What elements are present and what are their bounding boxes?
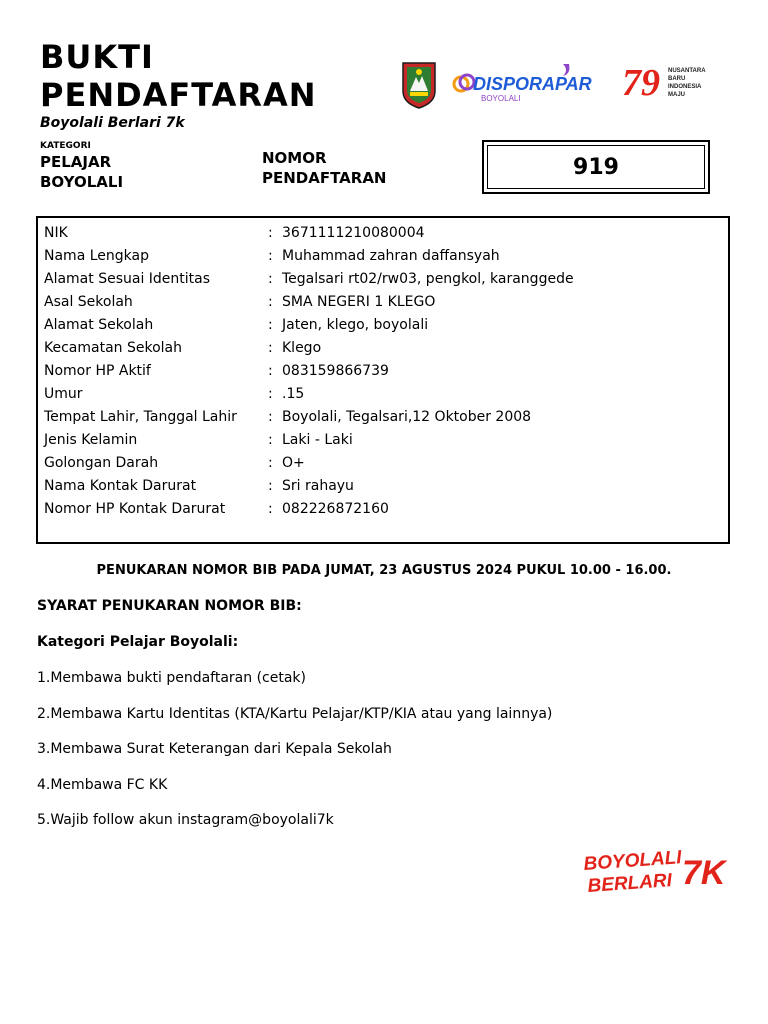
disporapar-logo bbox=[451, 60, 607, 108]
detail-row bbox=[44, 498, 714, 520]
detail-row bbox=[44, 406, 714, 428]
detail-colon: : bbox=[268, 386, 273, 402]
detail-label: NIK bbox=[44, 225, 68, 241]
detail-colon: : bbox=[268, 294, 273, 310]
bib-pickup-notice: PENUKARAN NOMOR BIB PADA JUMAT, 23 AGUSTUS 2024 PUKUL 10.00 - 16.00. bbox=[96, 563, 672, 578]
detail-row bbox=[44, 452, 714, 474]
nomor-label-line-2: PENDAFTARAN bbox=[262, 169, 387, 187]
detail-label: Nomor HP Kontak Darurat bbox=[44, 501, 226, 517]
event-logo-7k: 7K bbox=[682, 854, 726, 892]
detail-colon: : bbox=[268, 455, 273, 471]
detail-value: O+ bbox=[282, 455, 305, 471]
detail-label: Kecamatan Sekolah bbox=[44, 340, 182, 356]
detail-label: Asal Sekolah bbox=[44, 294, 133, 310]
anniversary-text-4: MAJU bbox=[668, 92, 686, 98]
anniversary-number: 79 bbox=[622, 62, 660, 102]
detail-colon: : bbox=[268, 248, 273, 264]
detail-label: Umur bbox=[44, 386, 83, 402]
detail-value: 3671111210080004 bbox=[282, 225, 425, 241]
anniversary-text-3: INDONESIA bbox=[668, 84, 702, 90]
detail-value: .15 bbox=[282, 386, 305, 402]
title-line-1: BUKTI bbox=[40, 38, 154, 76]
detail-row bbox=[44, 314, 714, 336]
detail-colon: : bbox=[268, 432, 273, 448]
disporapar-wordmark: DISPORAPAR bbox=[473, 74, 592, 94]
registration-details-box bbox=[36, 216, 730, 544]
syarat-title: SYARAT PENUKARAN NOMOR BIB: bbox=[37, 598, 302, 614]
boyolali-berlari-7k-logo bbox=[584, 846, 734, 902]
document-title bbox=[40, 38, 317, 114]
detail-value: Muhammad zahran daffansyah bbox=[282, 248, 500, 264]
requirement-item: 2.Membawa Kartu Identitas (KTA/Kartu Pelajar/KTP/KIA atau yang lainnya) bbox=[37, 705, 553, 722]
event-logo-line-2: BERLARI bbox=[586, 870, 673, 897]
hut-ri-79-logo bbox=[622, 62, 714, 106]
detail-colon: : bbox=[268, 501, 273, 517]
detail-row bbox=[44, 268, 714, 290]
detail-colon: : bbox=[268, 340, 273, 356]
detail-row bbox=[44, 475, 714, 497]
detail-colon: : bbox=[268, 225, 273, 241]
detail-row bbox=[44, 291, 714, 313]
kategori-label: KATEGORI bbox=[40, 141, 91, 151]
detail-label: Golongan Darah bbox=[44, 455, 159, 471]
detail-label: Jenis Kelamin bbox=[44, 432, 138, 448]
detail-value: Sri rahayu bbox=[282, 478, 354, 494]
nomor-pendaftaran-value: 919 bbox=[487, 145, 705, 189]
nomor-label-line-1: NOMOR bbox=[262, 149, 327, 167]
detail-label: Alamat Sesuai Identitas bbox=[44, 271, 211, 287]
detail-value: SMA NEGERI 1 KLEGO bbox=[282, 294, 436, 310]
detail-value: Tegalsari rt02/rw03, pengkol, karanggede bbox=[282, 271, 574, 287]
kategori-value-line-1: PELAJAR bbox=[40, 153, 112, 171]
disporapar-subtext: BOYOLALI bbox=[481, 94, 521, 103]
detail-row bbox=[44, 429, 714, 451]
boyolali-seal-logo bbox=[401, 61, 437, 113]
detail-label: Tempat Lahir, Tanggal Lahir bbox=[44, 409, 237, 425]
anniversary-text-2: BARU bbox=[668, 76, 686, 82]
kategori-value bbox=[40, 152, 180, 192]
kategori-value-line-2: BOYOLALI bbox=[40, 173, 124, 191]
detail-label: Nomor HP Aktif bbox=[44, 363, 151, 379]
requirement-item: 3.Membawa Surat Keterangan dari Kepala Sekolah bbox=[37, 741, 392, 757]
event-logo-line-1: BOYOLALI bbox=[584, 847, 683, 875]
detail-row bbox=[44, 245, 714, 267]
detail-label: Nama Kontak Darurat bbox=[44, 478, 197, 494]
detail-row bbox=[44, 222, 714, 244]
detail-colon: : bbox=[268, 363, 273, 379]
detail-label: Nama Lengkap bbox=[44, 248, 149, 264]
nomor-pendaftaran-box bbox=[482, 140, 710, 194]
detail-value: Jaten, klego, boyolali bbox=[282, 317, 429, 333]
detail-row bbox=[44, 360, 714, 382]
kategori-requirements-title: Kategori Pelajar Boyolali: bbox=[37, 634, 239, 650]
detail-value: Klego bbox=[282, 340, 322, 356]
detail-colon: : bbox=[268, 317, 273, 333]
detail-value: Boyolali, Tegalsari,12 Oktober 2008 bbox=[282, 409, 532, 425]
requirement-item: 1.Membawa bukti pendaftaran (cetak) bbox=[37, 670, 306, 686]
detail-colon: : bbox=[268, 409, 273, 425]
detail-colon: : bbox=[268, 478, 273, 494]
detail-row bbox=[44, 383, 714, 405]
title-line-2: PENDAFTARAN bbox=[40, 76, 317, 114]
detail-label: Alamat Sekolah bbox=[44, 317, 154, 333]
detail-colon: : bbox=[268, 271, 273, 287]
detail-value: Laki - Laki bbox=[282, 432, 353, 448]
requirement-item: 5.Wajib follow akun instagram@boyolali7k bbox=[37, 812, 334, 828]
requirement-item: 4.Membawa FC KK bbox=[37, 776, 168, 793]
detail-value: 083159866739 bbox=[282, 363, 389, 379]
detail-value: 082226872160 bbox=[282, 501, 389, 517]
anniversary-text-1: NUSANTARA bbox=[668, 68, 706, 74]
event-subtitle: Boyolali Berlari 7k bbox=[40, 115, 185, 131]
nomor-pendaftaran-label bbox=[262, 148, 387, 188]
detail-row bbox=[44, 337, 714, 359]
